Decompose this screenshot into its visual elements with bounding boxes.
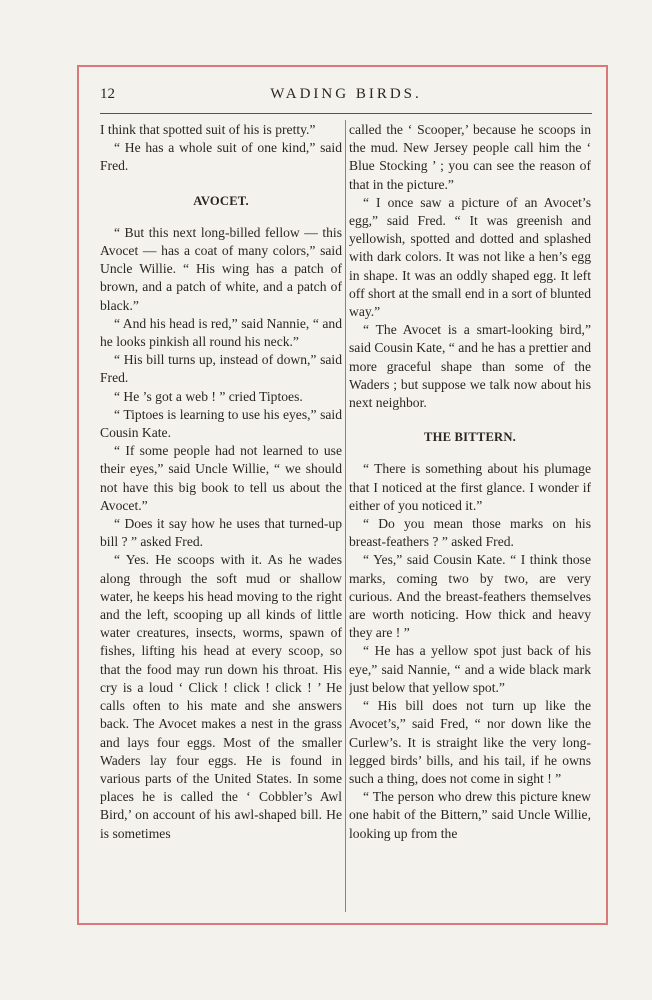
paragraph: “ He has a yellow spot just back of his eye,” said Nannie, “ and a wide black mark just below that yellow spot.”	[349, 643, 591, 695]
paragraph: “ But this next long-billed fellow — this Avocet — has a coat of many colors,” said Uncle Willie. “ His wing has a patch of brown, and a patch of white, and a patch of black.”	[100, 224, 342, 313]
right-column	[349, 121, 591, 913]
paragraph: I think that spotted suit of his is pretty.”	[100, 122, 316, 137]
paragraph: “ And his head is red,” said Nannie, “ and he looks pinkish all round his neck.”	[100, 315, 342, 350]
left-column	[100, 121, 342, 913]
paragraph: “ He ’s got a web ! ” cried Tiptoes.	[114, 388, 303, 404]
page-number: 12	[100, 86, 115, 102]
running-title: WADING BIRDS.	[270, 86, 422, 102]
paragraph: “ The person who drew this picture knew one habit of the Bittern,” said Uncle Willie, looking up from the	[349, 789, 591, 841]
section-spacer	[349, 446, 591, 460]
paragraph: “ His bill turns up, instead of down,” said Fred.	[100, 352, 342, 386]
paragraph: “ His bill does not turn up like the Avocet’s,” said Fred, “ nor down like the Curlew’s. It is straight like the very long-legged birds’ bills, and his tail, if he owns such a thing, does not come in sight ! ”	[349, 698, 591, 786]
paragraph: “ He has a whole suit of one kind,” said Fred.	[100, 140, 342, 174]
section-spacer	[100, 176, 342, 192]
paragraph: “ Tiptoes is learning to use his eyes,” said Cousin Kate.	[100, 406, 342, 441]
paragraph: “ Do you mean those marks on his breast-feathers ? ” asked Fred.	[349, 516, 591, 550]
header-rule	[100, 113, 592, 114]
paragraph: called the ‘ Scooper,’ because he scoops in the mud. New Jersey people call him the ‘ Blue Stocking ’ ; you can see the reason of that in the picture.”	[349, 122, 591, 192]
paragraph: “ If some people had not learned to use their eyes,” said Uncle Willie, “ we should not have this big book to tell us about the Avocet.”	[100, 443, 342, 513]
section-spacer	[100, 210, 342, 224]
paragraph: “ Yes,” said Cousin Kate. “ I think those marks, coming two by two, are very curious. And the breast-feathers themselves are worth noticing. How thick and heavy they are ! ”	[349, 552, 591, 641]
paragraph: “ Yes. He scoops with it. As he wades along through the soft mud or shallow water, he keeps his head moving to the right and the left, scooping up all kinds of little water creatures, insects, worms, spawn of fishes, lifting his head at every scoop, so that the food may run down his throat. His cry is a loud ‘ Click ! click ! click ! ’ He calls often to his mate and she answers back. The Avocet makes a nest in the grass and lays four eggs. Most of the smaller Waders lay four eggs. He is found in various parts of the United States. In some places he is called the ‘ Cobbler’s Awl Bird,’ on account of his awl-shaped bill. He is sometimes	[100, 552, 342, 841]
section-spacer	[349, 412, 591, 428]
paragraph: “ I once saw a picture of an Avocet’s egg,” said Fred. “ It was greenish and yellowish, spotted and dotted and splashed with dark colors. It was not like a hen’s egg in shape. It was an oddly shaped egg. It left off short at the small end in a sort of blunted way.”	[349, 194, 591, 320]
paragraph: “ There is something about his plumage that I noticed at the first glance. I wonder if either of you noticed it.”	[349, 461, 591, 513]
section-heading-avocet: AVOCET.	[193, 193, 249, 208]
page-header	[100, 84, 592, 110]
paragraph: “ The Avocet is a smart-looking bird,” said Cousin Kate, “ and he has a prettier and more graceful shape than some of the Waders ; but suppose we talk now about his next neighbor.	[349, 322, 591, 411]
paragraph: “ Does it say how he uses that turned-up bill ? ” asked Fred.	[100, 516, 342, 550]
column-divider	[345, 120, 346, 912]
section-heading-bittern: THE BITTERN.	[424, 430, 516, 445]
